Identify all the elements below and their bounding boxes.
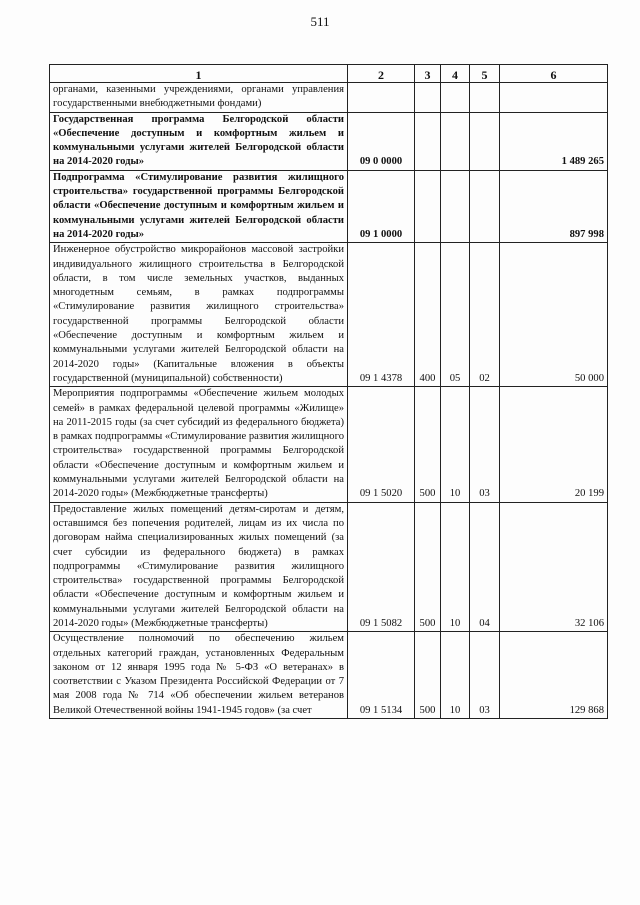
table-row [50,170,608,242]
row-rz [441,83,470,113]
row-code: 09 1 5020 [348,387,415,502]
table-row [50,387,608,502]
row-rz [441,112,470,170]
row-vr [415,170,441,242]
header-col-3: 3 [415,65,441,83]
row-pr [470,112,500,170]
header-col-5: 5 [470,65,500,83]
row-description: Инженерное обустройство микрорайонов массовой застройки индивидуального жилищного строительства в Белгородской области, в том числе земельных участков, выданных многодетным семьям, в рамках подпрограммы «Стимулирование развития жилищного строительства» государственной программы Белгородской области «Обеспечение доступным и комфортным жильем и коммунальными услугами жителей Белгородской области на 2014-2020 годы» (Капитальные вложения в объекты государственной (муниципальной) собственности) [50,243,348,387]
row-pr: 03 [470,632,500,719]
table-row [50,83,608,113]
row-amount: 50 000 [500,243,608,387]
header-col-2: 2 [348,65,415,83]
table-row [50,502,608,632]
row-amount [500,83,608,113]
row-rz [441,170,470,242]
row-vr: 500 [415,502,441,632]
row-description: Осуществление полномочий по обеспечению жильем отдельных категорий граждан, установленных Федеральным законом от 12 января 1995 года № 5-ФЗ «О ветеранах» в соответствии с Указом Президента Российской Федерации от 7 мая 2008 года № 714 «Об обеспечении жильем ветеранов Великой Отечественной войны 1941-1945 годов» (за счет [50,632,348,719]
row-rz: 10 [441,387,470,502]
row-amount: 32 106 [500,502,608,632]
row-description: Предоставление жилых помещений детям-сиротам и детям, оставшимся без попечения родителей, лицам из их числа по договорам найма специализированных жилых помещений (за счет субсидии из федерального бюджета) в рамках подпрограммы «Стимулирование развития жилищного строительства» государственной программы Белгородской области «Обеспечение доступным и комфортным жильем и коммунальными услугами жителей Белгородской области на 2014-2020 годы» (Межбюджетные трансферты) [50,502,348,632]
row-vr [415,83,441,113]
row-amount: 20 199 [500,387,608,502]
table-row [50,632,608,719]
row-vr: 400 [415,243,441,387]
row-vr [415,112,441,170]
row-description: Государственная программа Белгородской области «Обеспечение доступным и комфортным жильем и коммунальными услугами жителей Белгородской области на 2014-2020 годы» [50,112,348,170]
row-amount: 1 489 265 [500,112,608,170]
row-code: 09 1 5134 [348,632,415,719]
header-col-6: 6 [500,65,608,83]
row-pr: 03 [470,387,500,502]
row-description: Подпрограмма «Стимулирование развития жилищного строительства» государственной программы Белгородской области «Обеспечение доступным и комфортным жильем и коммунальными услугами жителей Белгородской области на 2014-2020 годы» [50,170,348,242]
row-vr: 500 [415,387,441,502]
row-description: органами, казенными учреждениями, органами управления государственными внебюджетными фондами) [50,83,348,113]
row-code: 09 1 0000 [348,170,415,242]
row-pr [470,170,500,242]
table-row [50,243,608,387]
header-col-4: 4 [441,65,470,83]
row-code: 09 1 4378 [348,243,415,387]
table-header-row [50,65,608,83]
row-amount: 129 868 [500,632,608,719]
row-vr: 500 [415,632,441,719]
row-pr [470,83,500,113]
row-amount: 897 998 [500,170,608,242]
row-rz: 10 [441,502,470,632]
row-pr: 04 [470,502,500,632]
page-number: 511 [310,14,330,29]
row-code: 09 0 0000 [348,112,415,170]
row-code [348,83,415,113]
row-code: 09 1 5082 [348,502,415,632]
budget-table [49,64,608,719]
row-rz: 05 [441,243,470,387]
row-description: Мероприятия подпрограммы «Обеспечение жильем молодых семей» в рамках федеральной целевой программы «Жилище» на 2011-2015 годы (за счет субсидий из федерального бюджета) в рамках подпрограммы «Стимулирование развития жилищного строительства» государственной программы Белгородской области «Обеспечение доступным и комфортным жильем и коммунальными услугами жителей Белгородской области на 2014-2020 годы» (Межбюджетные трансферты) [50,387,348,502]
row-rz: 10 [441,632,470,719]
row-pr: 02 [470,243,500,387]
header-col-1: 1 [50,65,348,83]
table-row [50,112,608,170]
